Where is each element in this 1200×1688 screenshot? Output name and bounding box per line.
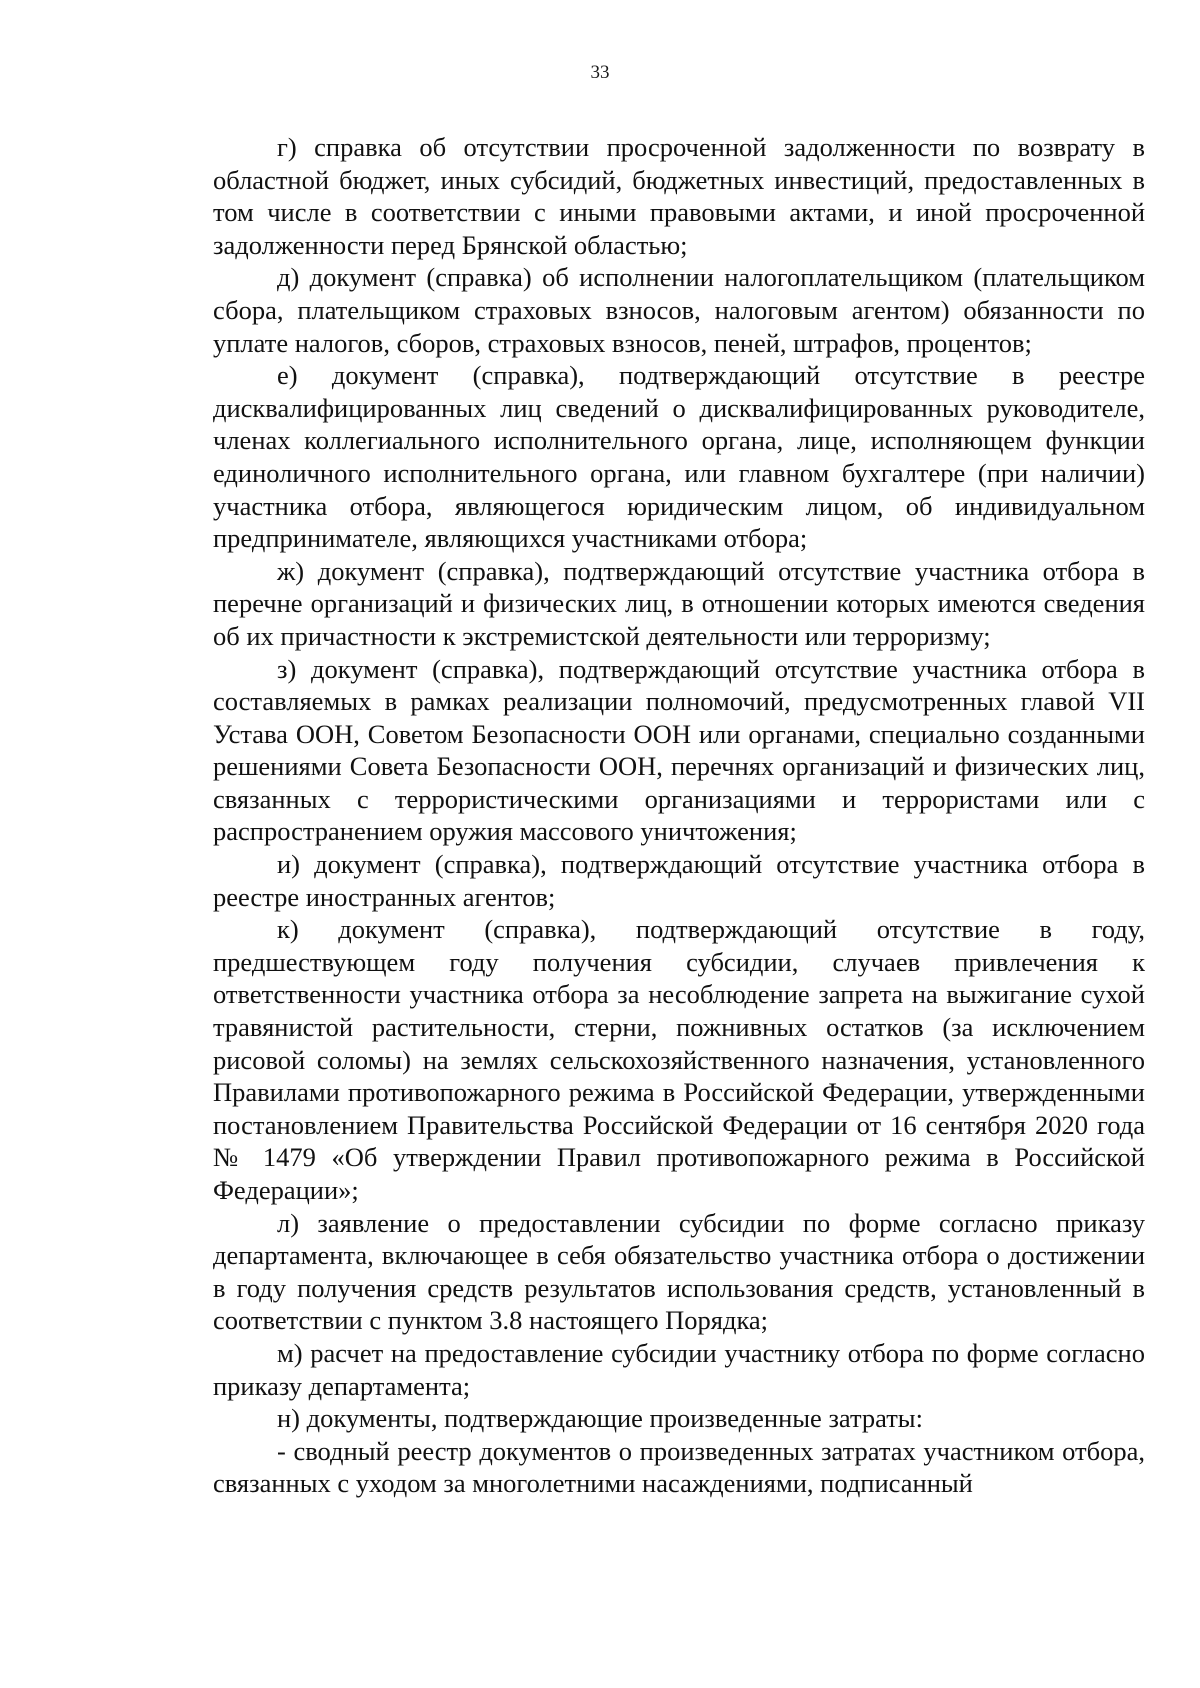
paragraph-g-tax-debt-certificate: г) справка об отсутствии просроченной задолженности по возврату в областной бюджет, иных субсидий, бюджетных инвестиций, предоставленных в том числе в соответствии с иными правовыми актами, и иной просроченной задолженности перед Брянской областью; (213, 132, 1145, 260)
paragraph-m-subsidy-calculation: м) расчет на предоставление субсидии участнику отбора по форме согласно приказу департамента; (213, 1337, 1145, 1401)
paragraph-zh-extremism-list: ж) документ (справка), подтверждающий отсутствие участника отбора в перечне организаций и физических лиц, в отношении которых имеются сведения об их причастности к экстремистской деятельности или терроризму; (213, 555, 1145, 651)
document-body (213, 131, 1145, 1500)
paragraph-n-expense-documents: н) документы, подтверждающие произведенные затраты: (277, 1403, 923, 1434)
paragraph-i-foreign-agents-registry: и) документ (справка), подтверждающий отсутствие участника отбора в реестре иностранных агентов; (213, 849, 1145, 912)
paragraph-z-un-security-council-lists: з) документ (справка), подтверждающий отсутствие участника отбора в составляемых в рамках реализации полномочий, предусмотренных главой VII Устава ООН, Советом Безопасности ООН или органами, специально созданными решениями Совета Безопасности ООН, перечнях организаций и физических лиц, связанных с террористическими организациями и террористами или с распространением оружия массового уничтожения; (213, 653, 1145, 847)
paragraph-d-tax-obligations-document: д) документ (справка) об исполнении налогоплательщиком (плательщиком сбора, плательщиком страховых взносов, налоговым агентом) обязанности по уплате налогов, сборов, страховых взносов, пеней, штрафов, процентов; (213, 262, 1145, 358)
paragraph-e-disqualified-persons-registry: е) документ (справка), подтверждающий отсутствие в реестре дисквалифицированных лиц сведений о дисквалифицированных руководителе, членах коллегиального исполнительного органа, лице, исполняющем функции единоличного исполнительного органа, или главном бухгалтере (при наличии) участника отбора, являющегося юридическим лицом, об индивидуальном предпринимателе, являющихся участниками отбора; (213, 360, 1145, 554)
page-number: 33 (590, 62, 610, 83)
paragraph-expense-registry-item: - сводный реестр документов о произведенных затратах участником отбора, связанных с уходом за многолетними насаждениями, подписанный (213, 1435, 1145, 1499)
paragraph-k-fire-safety-violations: к) документ (справка), подтверждающий отсутствие в году, предшествующем году получения субсидии, случаев привлечения к ответственности участника отбора за несоблюдение запрета на выжигание сухой травянистой растительности, стерни, пожнивных остатков (за исключением рисовой соломы) на землях сельскохозяйственного назначения, установленного Правилами противопожарного режима в Российской Федерации, утвержденными постановлением Правительства Российской Федерации от 16 сентября 2020 года № 1479 «Об утверждении Правил противопожарного режима в Российской Федерации»; (213, 914, 1145, 1205)
paragraph-l-subsidy-application: л) заявление о предоставлении субсидии по форме согласно приказу департамента, включающее в себя обязательство участника отбора о достижении в году получения средств результатов использования средств, установленный в соответствии с пунктом 3.8 настоящего Порядка; (213, 1207, 1145, 1336)
